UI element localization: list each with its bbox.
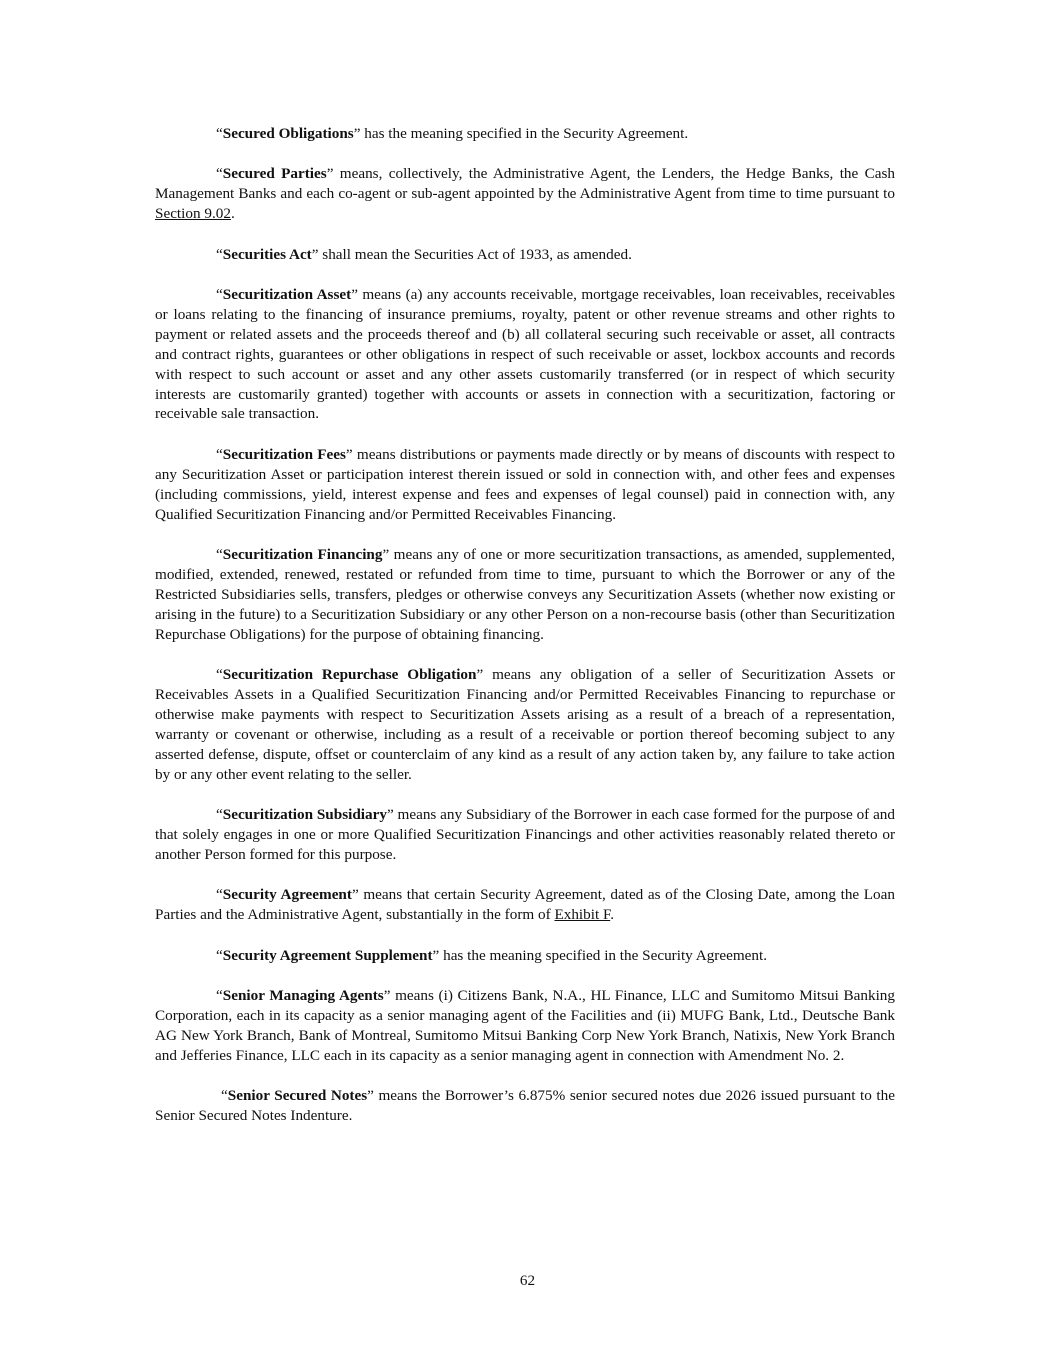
definition-security-agreement: “Security Agreement” means that certain Security Agreement, dated as of the Closing Date, among the Loan Parties and the Administrative Agent, substantially in the form of Exhibit F. [155, 886, 895, 924]
definition-text: means any Subsidiary of the Borrower in each case formed for the purpose of and that solely engages in one or more Qualified Securitization Financings and other activities reasonably related thereto or another Person formed for this purpose. [155, 805, 895, 863]
definition-securitization-asset: “Securitization Asset” means (a) any accounts receivable, mortgage receivables, loan receivables, receivables or loans relating to the financing of insurance premiums, royalty, patent or other revenue streams and other rights to payment or related assets and the proceeds thereof and (b) all collateral securing such receivable or asset, all contracts and contract rights, guarantees or other obligations in respect of such receivable or asset, lockbox accounts and records with respect to such account or asset and any other assets customarily transferred (or in respect of which security interests are customarily granted) together with accounts or assets in connection with a securitization, factoring or receivable sale transaction. [155, 286, 896, 423]
document-body [155, 124, 895, 1146]
defined-term: Security Agreement Supplement [222, 946, 433, 964]
defined-term: Secured Obligations [222, 125, 354, 142]
defined-term: Securitization Financing [222, 546, 383, 563]
definition-text: means that certain Security Agreement, dated as of the Closing Date, among the Loan Parties and the Administrative Agent, substantially in the form of [155, 886, 895, 924]
definition-text: means (i) Citizens Bank, N.A., HL Finance, LLC and Sumitomo Mitsui Banking Corporation, each in its capacity as a senior managing agent of the Facilities and (ii) MUFG Bank, Ltd., Deutsche Bank AG New York Branch, Bank of Montreal, Sumitomo Mitsui Banking Corp New York Branch, Natixis, New York Branch and Jefferies Finance, LLC each in its capacity as a senior managing agent in connection with Amendment No. 2. [155, 986, 895, 1064]
defined-term: Security Agreement [222, 886, 352, 904]
definition-securitization-repurchase-obligation: “Securitization Repurchase Obligation” means any obligation of a seller of Securitization Assets or Receivables Assets in a Qualified Securitization Financing and/or Permitted Receivables Financing to repurchase or otherwise make payments with respect to Securitization Assets arising as a result of a breach of a representation, warranty or covenant or otherwise, including as a result of a receivable or portion thereof becoming subject to any asserted defense, dispute, offset or counterclaim of any kind as a result of any action taken by, any failure to take action by or any other event relating to the seller. [155, 666, 895, 783]
definition-text: means (a) any accounts receivable, mortgage receivables, loan receivables, receivables or loans relating to the financing of insurance premiums, royalty, patent or other revenue streams and other rights to payment or related assets and the proceeds thereof and (b) all collateral securing such receivable or asset, all contracts and contract rights, guarantees or other obligations in respect of such receivable or asset, lockbox accounts and records with respect to such account or asset and any other assets customarily transferred (or in respect of which security interests are customarily granted) together with accounts or assets in connection with a securitization, factoring or receivable sale transaction. [155, 286, 896, 423]
defined-term: Securitization Fees [222, 445, 346, 463]
defined-term: Senior Managing Agents [222, 986, 384, 1004]
definition-text: means distributions or payments made directly or by means of discounts with respect to any Securitization Asset or participation interest therein issued or sold in connection with, and other fees and expenses (including commissions, yield, interest expense and fees and expenses of legal counsel) paid in connection with, any Qualified Securitization Financing and/or Permitted Receivables Financing. [155, 445, 895, 523]
exhibit-reference-link[interactable]: Exhibit F [554, 906, 611, 924]
definition-secured-parties: “Secured Parties” means, collectively, the Administrative Agent, the Lenders, the Hedge Banks, the Cash Management Banks and each co-agent or sub-agent appointed by the Administrative Agent from time to time pursuant to Section 9.02. [155, 165, 895, 223]
definition-security-agreement-supplement: “Security Agreement Supplement” has the meaning specified in the Security Agreement. [216, 946, 767, 964]
definition-text: has the meaning specified in the Security Agreement. [443, 946, 767, 964]
definition-text-end: . [230, 205, 235, 223]
definition-text: shall mean the Securities Act of 1933, as amended. [322, 245, 632, 263]
definition-text: means any of one or more securitization transactions, as amended, supplemented, modified, extended, renewed, restated or refunded from time to time, pursuant to which the Borrower or any of the Restricted Subsidiaries sells, transfers, pledges or otherwise conveys any Securitization Assets (whether now existing or arising in the future) to a Securitization Subsidiary or any other Person on a non-recourse basis (other than Securitization Repurchase Obligations) for the purpose of obtaining financing. [155, 546, 895, 643]
definition-text: means any obligation of a seller of Securitization Assets or Receivables Assets in a Qualified Securitization Financing and/or Permitted Receivables Financing to repurchase or otherwise make payments with respect to Securitization Assets arising as a result of a breach of a representation, warranty or covenant or otherwise, including as a result of a receivable or portion thereof becoming subject to any asserted defense, dispute, offset or counterclaim of any kind as a result of any action taken by, any failure to take action by or any other event relating to the seller. [155, 666, 895, 783]
definition-securitization-fees: “Securitization Fees” means distributions or payments made directly or by means of discounts with respect to any Securitization Asset or participation interest therein issued or sold in connection with, and other fees and expenses (including commissions, yield, interest expense and fees and expenses of legal counsel) paid in connection with, any Qualified Securitization Financing and/or Permitted Receivables Financing. [155, 445, 895, 523]
defined-term: Securitization Repurchase Obligation [222, 666, 477, 684]
defined-term: Senior Secured Notes [227, 1087, 368, 1105]
defined-term: Securitization Asset [222, 286, 352, 304]
section-reference-link[interactable]: Section 9.02 [155, 205, 231, 223]
definition-senior-managing-agents: “Senior Managing Agents” means (i) Citizens Bank, N.A., HL Finance, LLC and Sumitomo Mitsui Banking Corporation, each in its capacity as a senior managing agent of the Facilities and (ii) MUFG Bank, Ltd., Deutsche Bank AG New York Branch, Bank of Montreal, Sumitomo Mitsui Banking Corp New York Branch, Natixis, New York Branch and Jefferies Finance, LLC each in its capacity as a senior managing agent in connection with Amendment No. 2. [155, 986, 895, 1064]
page-number: 62 [519, 1272, 536, 1289]
definition-securitization-financing: “Securitization Financing” means any of one or more securitization transactions, as amended, supplemented, modified, extended, renewed, restated or refunded from time to time, pursuant to which the Borrower or any of the Restricted Subsidiaries sells, transfers, pledges or otherwise conveys any Securitization Assets (whether now existing or arising in the future) to a Securitization Subsidiary or any other Person on a non-recourse basis (other than Securitization Repurchase Obligations) for the purpose of obtaining financing. [155, 546, 895, 643]
definition-secured-obligations: “Secured Obligations” has the meaning specified in the Security Agreement. [216, 125, 689, 142]
definition-text: means, collectively, the Administrative Agent, the Lenders, the Hedge Banks, the Cash Management Banks and each co-agent or sub-agent appointed by the Administrative Agent from time to time pursuant to [155, 165, 895, 203]
defined-term: Secured Parties [222, 165, 327, 183]
definition-text: has the meaning specified in the Security Agreement. [364, 125, 689, 142]
defined-term: Securitization Subsidiary [222, 805, 387, 823]
definition-senior-secured-notes: “Senior Secured Notes” means the Borrower’s 6.875% senior secured notes due 2026 issued pursuant to the Senior Secured Notes Indenture. [155, 1087, 895, 1124]
definition-securitization-subsidiary: “Securitization Subsidiary” means any Subsidiary of the Borrower in each case formed for the purpose of and that solely engages in one or more Qualified Securitization Financings and other activities reasonably related thereto or another Person formed for this purpose. [155, 805, 895, 863]
definition-securities-act: “Securities Act” shall mean the Securities Act of 1933, as amended. [216, 245, 632, 263]
definition-text-end: . [610, 906, 614, 924]
defined-term: Securities Act [222, 245, 312, 263]
definition-text: means the Borrower’s 6.875% senior secured notes due 2026 issued pursuant to the Senior Secured Notes Indenture. [155, 1087, 895, 1124]
